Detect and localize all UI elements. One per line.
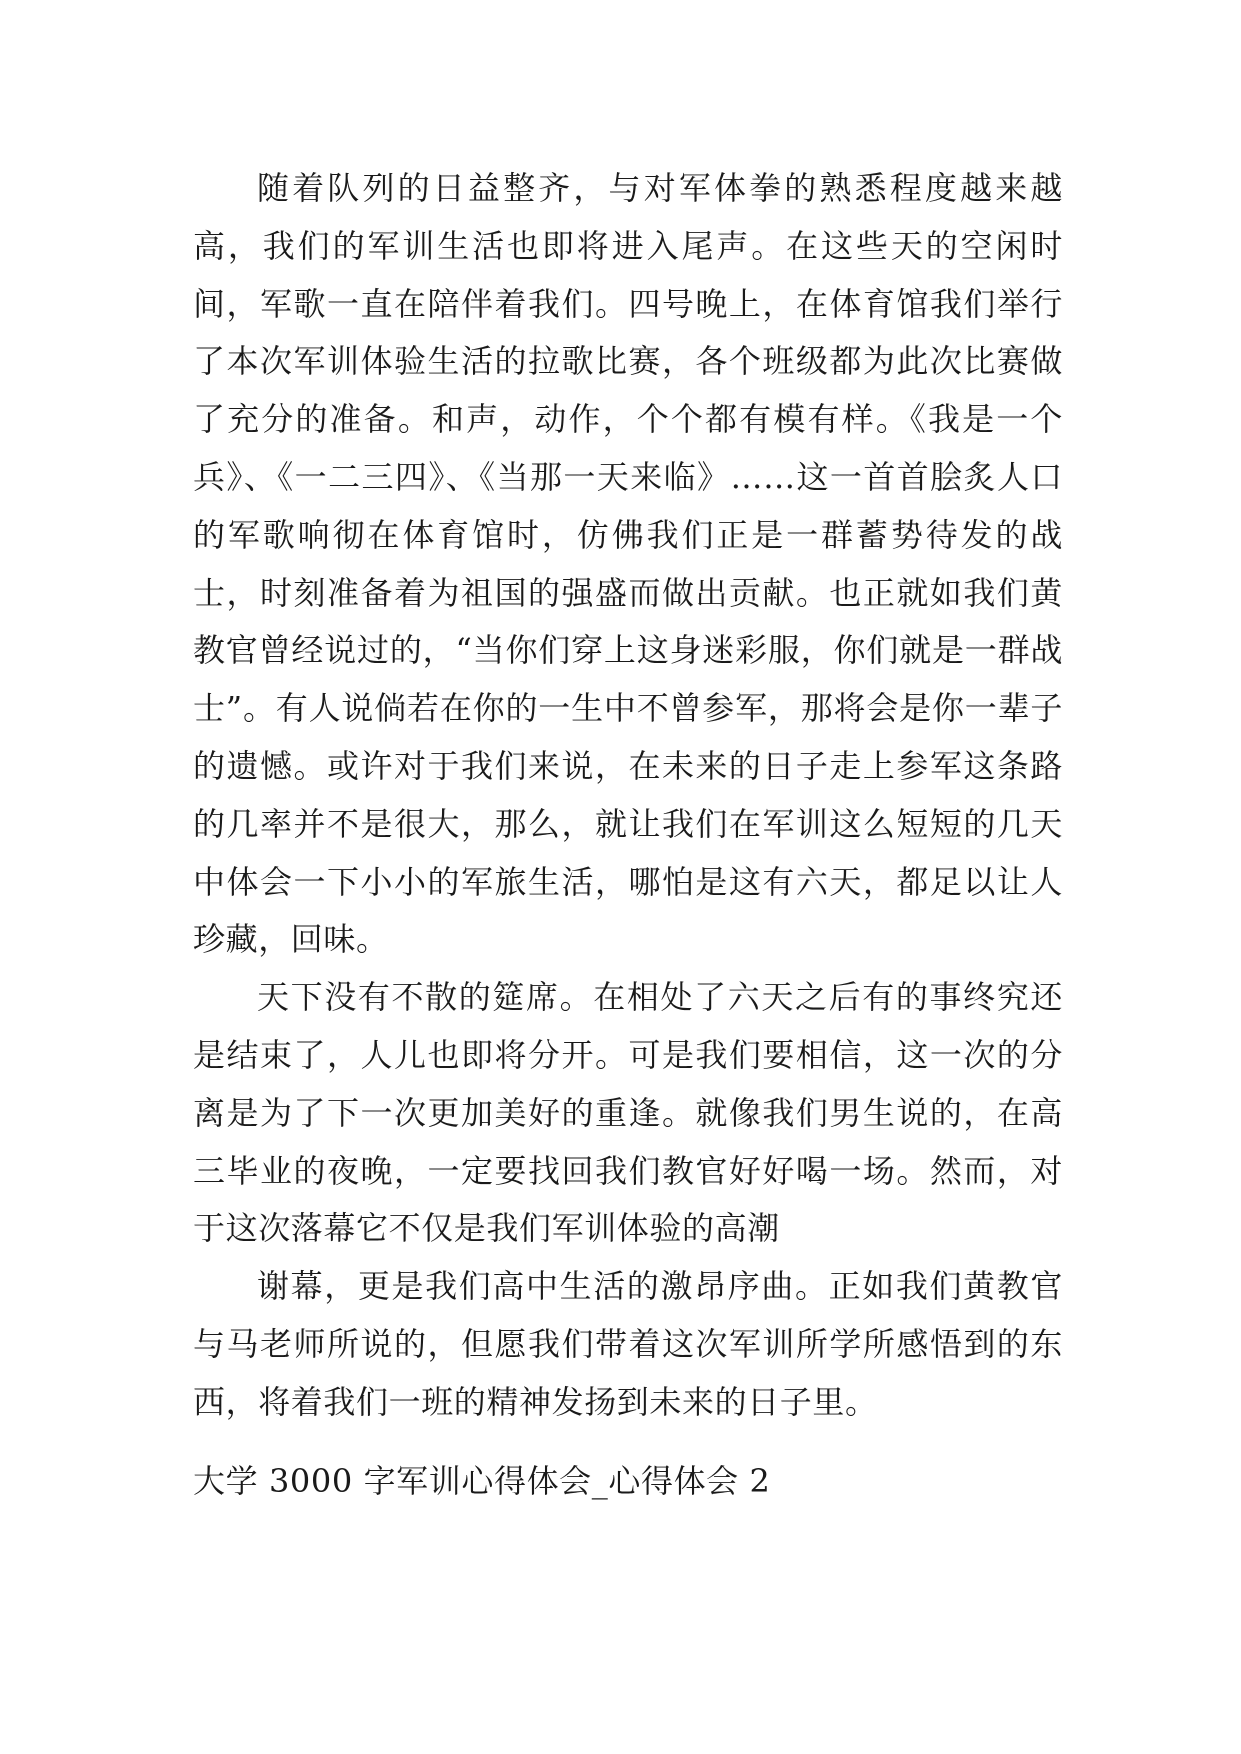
document-body	[193, 160, 1063, 1432]
paragraph-3: 谢幕，更是我们高中生活的激昂序曲。正如我们黄教官与马老师所说的，但愿我们带着这次军训所学所感悟到的东西，将着我们一班的精神发扬到未来的日子里。	[193, 1267, 1063, 1421]
paragraph-2: 天下没有不散的筵席。在相处了六天之后有的事终究还是结束了，人儿也即将分开。可是我们要相信，这一次的分离是为了下一次更加美好的重逢。就像我们男生说的，在高三毕业的夜晚，一定要找回我们教官好好喝一场。然而，对于这次落幕它不仅是我们军训体验的高潮	[193, 978, 1063, 1248]
section-heading: 大学 3000 字军训心得体会_心得体会 2	[193, 1462, 771, 1500]
paragraph-1: 随着队列的日益整齐，与对军体拳的熟悉程度越来越高，我们的军训生活也即将进入尾声。在这些天的空闲时间，军歌一直在陪伴着我们。四号晚上，在体育馆我们举行了本次军训体验生活的拉歌比赛，各个班级都为此次比赛做了充分的准备。和声，动作，个个都有模有样。《我是一个兵》、《一二三四》、《当那一天来临》……这一首首脍炙人口的军歌响彻在体育馆时，仿佛我们正是一群蓄势待发的战士，时刻准备着为祖国的强盛而做出贡献。也正就如我们黄教官曾经说过的，“当你们穿上这身迷彩服，你们就是一群战士”。有人说倘若在你的一生中不曾参军，那将会是你一辈子的遗憾。或许对于我们来说，在未来的日子走上参军这条路的几率并不是很大，那么，就让我们在军训这么短短的几天中体会一下小小的军旅生活，哪怕是这有六天，都足以让人珍藏，回味。	[193, 169, 1063, 959]
